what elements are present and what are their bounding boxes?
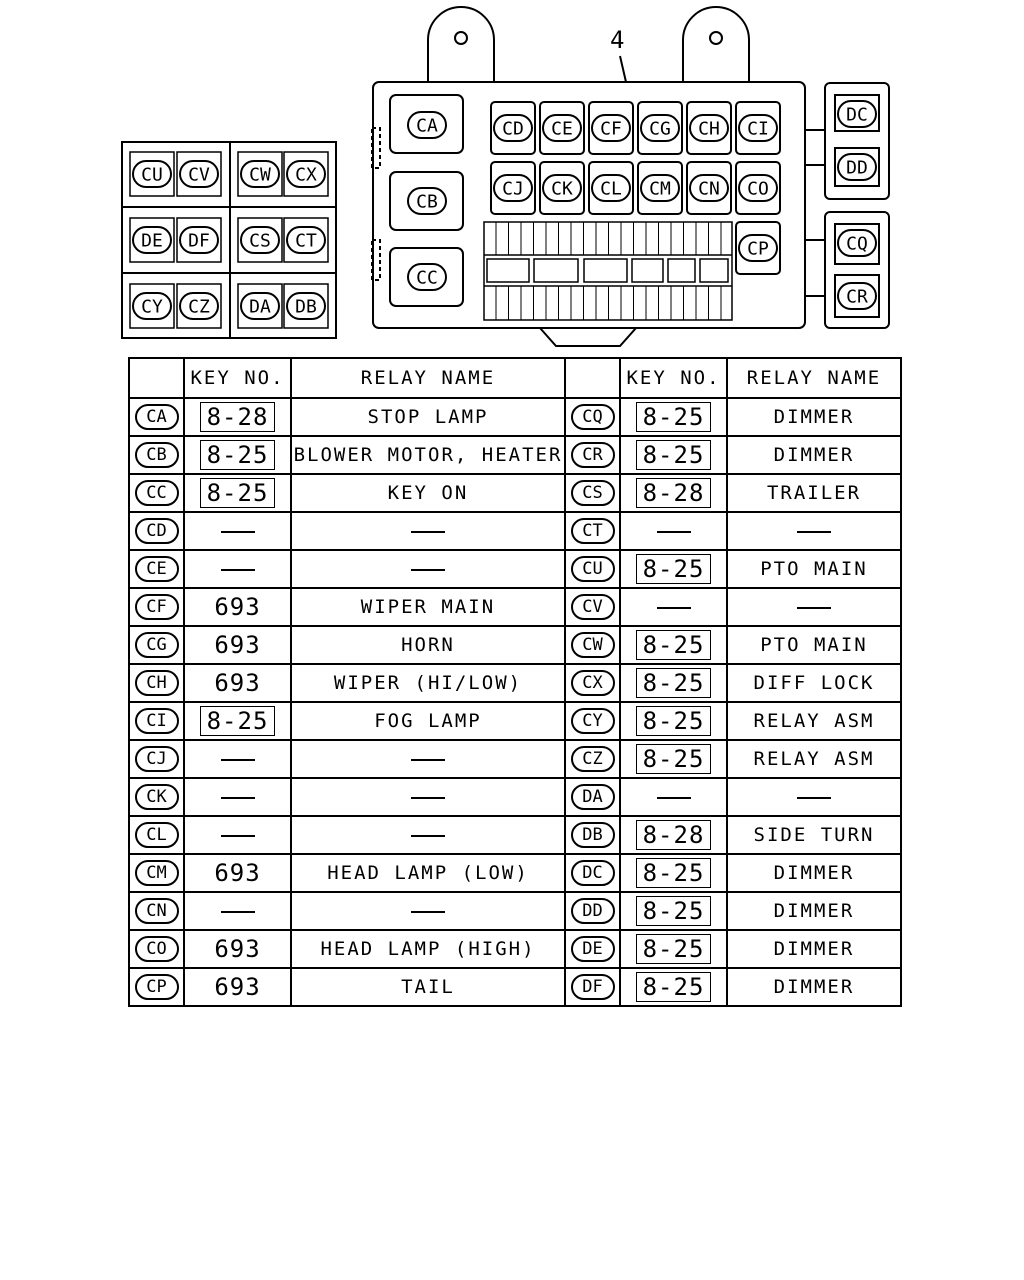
- relay-code-text: DA: [249, 296, 271, 318]
- relay-name: DIFF LOCK: [753, 672, 875, 694]
- key-no-cell-right: [620, 664, 727, 702]
- relay-code-badge: DD: [571, 898, 615, 924]
- relay-code-text: DE: [141, 230, 163, 252]
- relay-code-cell-left: [129, 550, 184, 588]
- relay-label-cj: [494, 175, 532, 201]
- relay-label-cv: [180, 161, 218, 187]
- relay-code-text: CU: [141, 164, 163, 186]
- relay-label-cx: [287, 161, 325, 187]
- relay-code-cell-right: [565, 968, 620, 1006]
- table-row: [129, 930, 901, 968]
- relay-name: DIMMER: [773, 976, 855, 998]
- relay-code-cell-right: [565, 474, 620, 512]
- key-no-cell-right: [620, 892, 727, 930]
- relay-code-cell-left: [129, 626, 184, 664]
- relay-code-badge: CX: [571, 670, 615, 696]
- relay-name-cell-right: [727, 398, 901, 436]
- relay-code-badge: CJ: [135, 746, 179, 772]
- key-no-cell-left: [184, 550, 291, 588]
- relay-code-cell-right: [565, 436, 620, 474]
- relay-code-cell-right: [565, 398, 620, 436]
- key-no-boxed: 8-25: [200, 706, 276, 736]
- relay-code-text: CV: [188, 164, 210, 186]
- relay-code-cell-left: [129, 702, 184, 740]
- relay-code-badge: CQ: [571, 404, 615, 430]
- header-key-left: KEY NO.: [184, 358, 291, 398]
- relay-code-cell-right: [565, 512, 620, 550]
- relay-name-cell-left: [291, 588, 565, 626]
- relay-label-ct: [287, 227, 325, 253]
- relay-code-cell-left: [129, 854, 184, 892]
- relay-label-cn: [690, 175, 728, 201]
- callout-number: 4: [610, 26, 625, 54]
- table-row: [129, 968, 901, 1006]
- relay-name-cell-left: [291, 436, 565, 474]
- key-no: 693: [214, 859, 261, 887]
- relay-code-cell-left: [129, 436, 184, 474]
- header-code-right: [565, 358, 620, 398]
- relay-name: HORN: [401, 634, 455, 656]
- relay-code-cell-right: [565, 588, 620, 626]
- relay-code-badge: CU: [571, 556, 615, 582]
- relay-code-cell-left: [129, 588, 184, 626]
- relay-label-cb: [408, 188, 446, 214]
- relay-name-cell-right: [727, 512, 901, 550]
- key-no-cell-left: [184, 512, 291, 550]
- relay-code-badge: CR: [571, 442, 615, 468]
- relay-name-cell-left: [291, 550, 565, 588]
- relay-code-cell-right: [565, 702, 620, 740]
- key-no-boxed: 8-25: [636, 858, 712, 888]
- header-name-right: RELAY NAME: [727, 358, 901, 398]
- key-no-cell-right: [620, 778, 727, 816]
- relay-code-text: CK: [551, 178, 573, 200]
- relay-code-cell-left: [129, 778, 184, 816]
- relay-name-cell-left: [291, 474, 565, 512]
- relay-label-cp: [739, 235, 777, 261]
- key-no-boxed: 8-25: [636, 972, 712, 1002]
- relay-label-da: [241, 293, 279, 319]
- relay-label-cz: [180, 293, 218, 319]
- relay-code-badge: CP: [135, 974, 179, 1000]
- key-no-cell-left: [184, 588, 291, 626]
- relay-code-badge: CH: [135, 670, 179, 696]
- relay-label-ch: [690, 115, 728, 141]
- relay-code-badge: DE: [571, 936, 615, 962]
- key-no-cell-left: [184, 930, 291, 968]
- relay-label-co: [739, 175, 777, 201]
- empty-dash: [411, 569, 445, 571]
- key-no-boxed: 8-25: [636, 554, 712, 584]
- relay-name-cell-right: [727, 588, 901, 626]
- relay-label-ck: [543, 175, 581, 201]
- key-no-boxed: 8-25: [636, 630, 712, 660]
- key-no-cell-right: [620, 474, 727, 512]
- relay-label-dc: [838, 101, 876, 127]
- relay-name: DIMMER: [773, 444, 855, 466]
- relay-code-text: CE: [551, 118, 573, 140]
- mounting-hole-left: [455, 32, 467, 44]
- relay-code-text: CB: [416, 191, 438, 213]
- key-no-cell-left: [184, 778, 291, 816]
- relay-name: WIPER MAIN: [360, 596, 496, 618]
- relay-code-text: CX: [295, 164, 317, 186]
- empty-dash: [657, 797, 691, 799]
- relay-name-cell-right: [727, 626, 901, 664]
- relay-code-badge: CY: [571, 708, 615, 734]
- relay-name: DIMMER: [773, 406, 855, 428]
- relay-label-cm: [641, 175, 679, 201]
- relay-code-text: DC: [846, 104, 868, 126]
- relay-name-cell-left: [291, 512, 565, 550]
- table-row: [129, 550, 901, 588]
- relay-name-cell-right: [727, 740, 901, 778]
- relay-code-badge: CL: [135, 822, 179, 848]
- relay-label-cq: [838, 230, 876, 256]
- key-no-cell-right: [620, 512, 727, 550]
- table-row: [129, 816, 901, 854]
- relay-name-cell-right: [727, 550, 901, 588]
- key-no-cell-right: [620, 550, 727, 588]
- relay-name: HEAD LAMP (HIGH): [320, 938, 536, 960]
- relay-code-text: DD: [846, 157, 868, 179]
- relay-code-cell-left: [129, 474, 184, 512]
- relay-name-cell-right: [727, 816, 901, 854]
- relay-code-cell-right: [565, 550, 620, 588]
- key-no-cell-right: [620, 854, 727, 892]
- relay-name: DIMMER: [773, 938, 855, 960]
- relay-code-badge: DC: [571, 860, 615, 886]
- relay-name-cell-right: [727, 968, 901, 1006]
- relay-name: PTO MAIN: [760, 634, 868, 656]
- relay-code-badge: CZ: [571, 746, 615, 772]
- relay-label-de: [133, 227, 171, 253]
- relay-name-cell-right: [727, 892, 901, 930]
- relay-name: SIDE TURN: [753, 824, 875, 846]
- mounting-hole-right: [710, 32, 722, 44]
- empty-dash: [221, 759, 255, 761]
- relay-code-text: CT: [295, 230, 317, 252]
- empty-dash: [411, 531, 445, 533]
- relay-code-badge: CE: [135, 556, 179, 582]
- relay-code-text: CA: [416, 115, 438, 137]
- relay-label-cg: [641, 115, 679, 141]
- key-no-boxed: 8-25: [200, 478, 276, 508]
- relay-code-badge: CI: [135, 708, 179, 734]
- relay-name: DIMMER: [773, 900, 855, 922]
- relay-code-text: CD: [502, 118, 524, 140]
- relay-label-df: [180, 227, 218, 253]
- relay-code-cell-left: [129, 664, 184, 702]
- relay-table: [128, 357, 902, 1007]
- key-no-cell-left: [184, 892, 291, 930]
- empty-dash: [657, 607, 691, 609]
- relay-code-text: CR: [846, 286, 868, 308]
- relay-name: RELAY ASM: [753, 710, 875, 732]
- relay-name: PTO MAIN: [760, 558, 868, 580]
- relay-code-badge: CO: [135, 936, 179, 962]
- relay-code-cell-right: [565, 626, 620, 664]
- relay-name-cell-left: [291, 854, 565, 892]
- relay-name-cell-left: [291, 892, 565, 930]
- relay-code-text: CC: [416, 267, 438, 289]
- table-row: [129, 740, 901, 778]
- relay-name-cell-left: [291, 398, 565, 436]
- relay-code-text: CI: [747, 118, 769, 140]
- table-row: [129, 664, 901, 702]
- table-row: [129, 398, 901, 436]
- key-no-cell-right: [620, 626, 727, 664]
- relay-code-text: CJ: [502, 178, 524, 200]
- table-row: [129, 702, 901, 740]
- key-no-cell-left: [184, 626, 291, 664]
- key-no-boxed: 8-25: [636, 440, 712, 470]
- relay-name: FOG LAMP: [374, 710, 482, 732]
- relay-code-text: CS: [249, 230, 271, 252]
- key-no: 693: [214, 593, 261, 621]
- key-no-cell-right: [620, 702, 727, 740]
- table-row: [129, 892, 901, 930]
- relay-code-text: CG: [649, 118, 671, 140]
- relay-code-text: DF: [188, 230, 210, 252]
- table-row: [129, 778, 901, 816]
- table-row: [129, 436, 901, 474]
- key-no-boxed: 8-25: [636, 402, 712, 432]
- key-no-boxed: 8-25: [636, 706, 712, 736]
- relay-label-cw: [241, 161, 279, 187]
- relay-code-badge: DA: [571, 784, 615, 810]
- relay-code-cell-left: [129, 930, 184, 968]
- relay-code-cell-left: [129, 398, 184, 436]
- empty-dash: [411, 759, 445, 761]
- key-no-cell-right: [620, 436, 727, 474]
- empty-dash: [797, 797, 831, 799]
- relay-code-badge: CG: [135, 632, 179, 658]
- relay-name-cell-left: [291, 968, 565, 1006]
- relay-code-cell-left: [129, 816, 184, 854]
- key-no-boxed: 8-28: [200, 402, 276, 432]
- relay-code-text: CY: [141, 296, 163, 318]
- relay-code-badge: CW: [571, 632, 615, 658]
- relay-code-cell-left: [129, 740, 184, 778]
- key-no-cell-left: [184, 702, 291, 740]
- relay-code-badge: CC: [135, 480, 179, 506]
- key-no-cell-right: [620, 740, 727, 778]
- key-no: 693: [214, 631, 261, 659]
- relay-code-text: CZ: [188, 296, 210, 318]
- relay-code-cell-left: [129, 512, 184, 550]
- key-no: 693: [214, 935, 261, 963]
- relay-name-cell-left: [291, 626, 565, 664]
- relay-label-dd: [838, 154, 876, 180]
- relay-name: RELAY ASM: [753, 748, 875, 770]
- relay-code-text: CO: [747, 178, 769, 200]
- relay-label-cf: [592, 115, 630, 141]
- relay-code-text: CF: [600, 118, 622, 140]
- relay-code-text: CN: [698, 178, 720, 200]
- relay-name-cell-right: [727, 778, 901, 816]
- relay-label-ci: [739, 115, 777, 141]
- key-no-boxed: 8-25: [636, 896, 712, 926]
- empty-dash: [221, 797, 255, 799]
- box-bottom-tab: [540, 328, 636, 346]
- relay-name-cell-left: [291, 816, 565, 854]
- key-no: 693: [214, 669, 261, 697]
- relay-code-text: CM: [649, 178, 671, 200]
- relay-code-badge: DB: [571, 822, 615, 848]
- key-no-cell-right: [620, 968, 727, 1006]
- relay-name-cell-right: [727, 854, 901, 892]
- empty-dash: [411, 911, 445, 913]
- relay-name: TAIL: [401, 976, 455, 998]
- relay-code-badge: DF: [571, 974, 615, 1000]
- relay-code-badge: CA: [135, 404, 179, 430]
- table-row: [129, 854, 901, 892]
- relay-name-cell-left: [291, 702, 565, 740]
- relay-box-diagram: [0, 0, 1024, 350]
- relay-name: HEAD LAMP (LOW): [327, 862, 529, 884]
- key-no-cell-left: [184, 664, 291, 702]
- relay-label-ca: [408, 112, 446, 138]
- relay-code-badge: CN: [135, 898, 179, 924]
- key-no-cell-left: [184, 474, 291, 512]
- relay-name-cell-right: [727, 474, 901, 512]
- relay-label-cu: [133, 161, 171, 187]
- relay-code-text: CQ: [846, 233, 868, 255]
- empty-dash: [657, 531, 691, 533]
- relay-name: KEY ON: [387, 482, 469, 504]
- empty-dash: [411, 797, 445, 799]
- table-header-row: [129, 358, 901, 398]
- relay-code-text: DB: [295, 296, 317, 318]
- table-row: [129, 588, 901, 626]
- table-row: [129, 512, 901, 550]
- header-key-right: KEY NO.: [620, 358, 727, 398]
- relay-label-cy: [133, 293, 171, 319]
- relay-name-cell-left: [291, 930, 565, 968]
- relay-name-cell-right: [727, 930, 901, 968]
- empty-dash: [221, 569, 255, 571]
- relay-name: DIMMER: [773, 862, 855, 884]
- header-code-left: [129, 358, 184, 398]
- relay-code-cell-right: [565, 664, 620, 702]
- table-row: [129, 474, 901, 512]
- relay-label-cr: [838, 283, 876, 309]
- relay-code-cell-right: [565, 816, 620, 854]
- relay-code-badge: CS: [571, 480, 615, 506]
- relay-label-db: [287, 293, 325, 319]
- relay-code-cell-right: [565, 854, 620, 892]
- empty-dash: [411, 835, 445, 837]
- relay-code-text: CP: [747, 238, 769, 260]
- relay-name-cell-left: [291, 664, 565, 702]
- small-relay-slots: [491, 102, 780, 274]
- empty-dash: [221, 531, 255, 533]
- callout-leader: [620, 56, 626, 82]
- key-no-cell-right: [620, 816, 727, 854]
- relay-label-cl: [592, 175, 630, 201]
- empty-dash: [797, 531, 831, 533]
- relay-code-badge: CV: [571, 594, 615, 620]
- key-no-cell-left: [184, 854, 291, 892]
- relay-code-cell-left: [129, 892, 184, 930]
- relay-label-cd: [494, 115, 532, 141]
- relay-code-badge: CF: [135, 594, 179, 620]
- key-no-boxed: 8-28: [636, 478, 712, 508]
- key-no-boxed: 8-28: [636, 820, 712, 850]
- key-no-cell-left: [184, 740, 291, 778]
- key-no-cell-right: [620, 398, 727, 436]
- relay-label-cc: [408, 264, 446, 290]
- relay-code-badge: CD: [135, 518, 179, 544]
- relay-code-badge: CB: [135, 442, 179, 468]
- relay-code-badge: CK: [135, 784, 179, 810]
- key-no-cell-left: [184, 816, 291, 854]
- relay-code-badge: CT: [571, 518, 615, 544]
- key-no-boxed: 8-25: [636, 744, 712, 774]
- key-no-boxed: 8-25: [200, 440, 276, 470]
- relay-label-ce: [543, 115, 581, 141]
- relay-name: BLOWER MOTOR, HEATER: [293, 444, 563, 466]
- relay-name: STOP LAMP: [367, 406, 489, 428]
- relay-name: TRAILER: [766, 482, 862, 504]
- relay-code-text: CH: [698, 118, 720, 140]
- key-no-cell-right: [620, 930, 727, 968]
- relay-code-text: CW: [249, 164, 271, 186]
- relay-code-badge: CM: [135, 860, 179, 886]
- table-row: [129, 626, 901, 664]
- relay-code-cell-right: [565, 740, 620, 778]
- relay-name-cell-right: [727, 664, 901, 702]
- key-no-boxed: 8-25: [636, 668, 712, 698]
- relay-code-cell-right: [565, 930, 620, 968]
- relay-name-cell-right: [727, 436, 901, 474]
- key-no-cell-left: [184, 398, 291, 436]
- relay-code-cell-left: [129, 968, 184, 1006]
- key-no: 693: [214, 973, 261, 1001]
- key-no-cell-right: [620, 588, 727, 626]
- relay-name-cell-left: [291, 740, 565, 778]
- key-no-boxed: 8-25: [636, 934, 712, 964]
- relay-name: WIPER (HI/LOW): [333, 672, 523, 694]
- empty-dash: [221, 911, 255, 913]
- header-name-left: RELAY NAME: [291, 358, 565, 398]
- relay-code-cell-right: [565, 778, 620, 816]
- relay-code-cell-right: [565, 892, 620, 930]
- relay-label-cs: [241, 227, 279, 253]
- empty-dash: [797, 607, 831, 609]
- relay-name-cell-right: [727, 702, 901, 740]
- empty-dash: [221, 835, 255, 837]
- key-no-cell-left: [184, 436, 291, 474]
- relay-name-cell-left: [291, 778, 565, 816]
- relay-code-text: CL: [600, 178, 622, 200]
- key-no-cell-left: [184, 968, 291, 1006]
